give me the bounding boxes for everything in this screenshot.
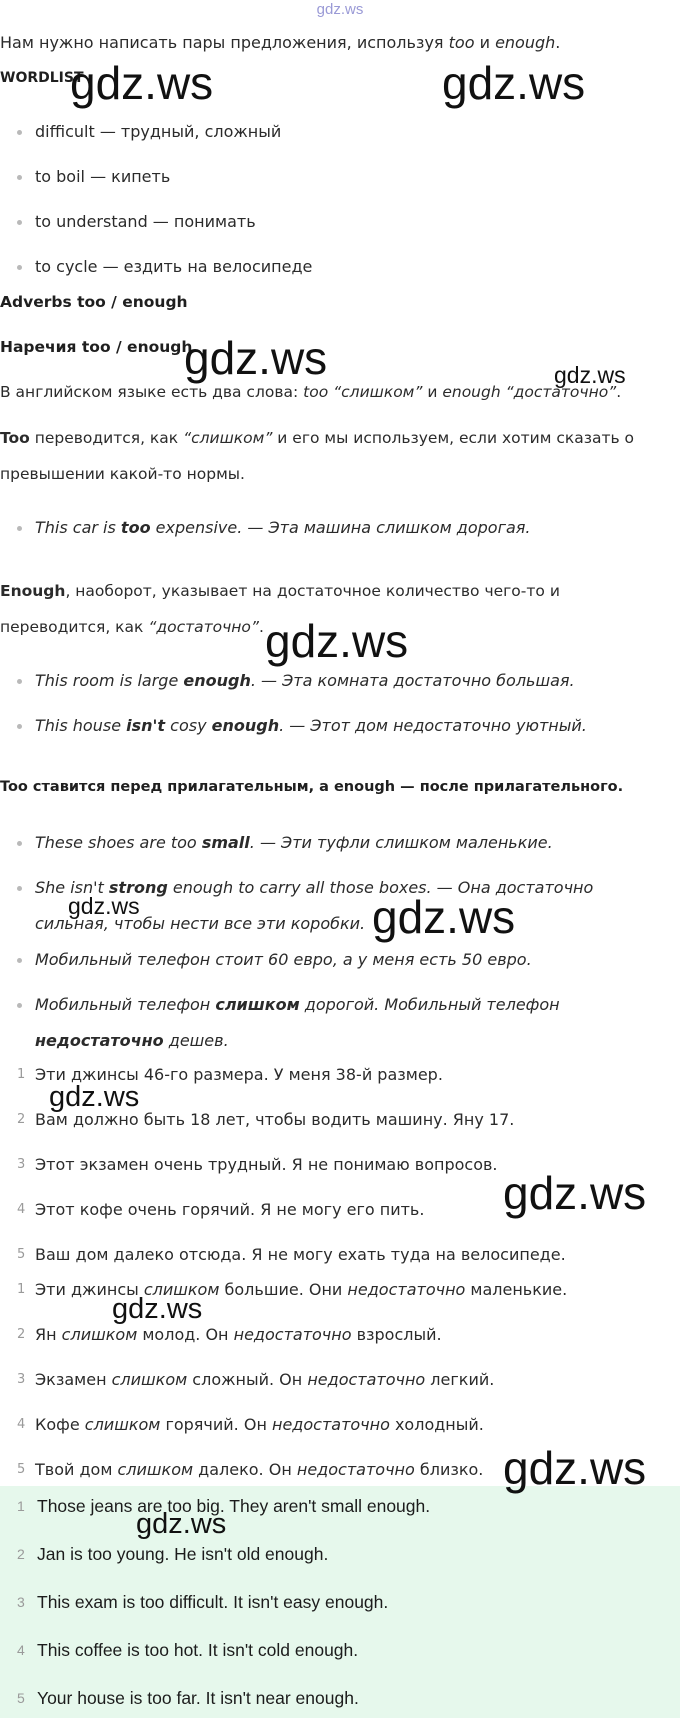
paragraph-enough: Enough, наоборот, указывает на достаточное количество чего-то и <box>0 582 560 600</box>
watermark: gdz.ws <box>68 893 140 919</box>
paragraph-two-words: В английском языке есть два слова: too “слишком” и enough “достаточно”. <box>0 383 622 401</box>
bullet-icon <box>17 1003 22 1008</box>
bullet-icon <box>17 679 22 684</box>
watermark: gdz.ws <box>265 615 409 667</box>
bullet-icon <box>17 130 22 135</box>
bullet-icon <box>17 841 22 846</box>
answer-box: 1 Those jeans are too big. They aren't small enough. 2 Jan is too young. He isn't old enough. 3 This exam is too difficult. It isn't easy enough. 4 This coffee is too hot. It isn't cold enough. 5 Your house is too far. It isn't near enough. <box>0 1486 680 1718</box>
bullet-icon <box>17 220 22 225</box>
bullet-icon <box>17 175 22 180</box>
bullet-icon <box>17 724 22 729</box>
watermark: gdz.ws <box>554 362 626 388</box>
bullet-icon <box>17 526 22 531</box>
watermark: gdz.ws <box>503 1167 647 1219</box>
wordlist-heading: WORDLIST <box>0 70 84 86</box>
intro-text: Нам нужно написать пары предложения, используя too и enough. <box>0 33 561 52</box>
paragraph-too-line2: превышении какой-то нормы. <box>0 465 245 483</box>
watermark: gdz.ws <box>112 1293 203 1325</box>
bullet-icon <box>17 958 22 963</box>
watermark: gdz.ws <box>372 891 516 943</box>
bullet-icon <box>17 265 22 270</box>
paragraph-enough-line2: переводится, как “достаточно”. <box>0 618 264 636</box>
paragraph-too: Too переводится, как “слишком” и его мы используем, если хотим сказать о <box>0 429 635 447</box>
watermark-header: gdz.ws <box>316 1 364 18</box>
bullet-icon <box>17 886 22 891</box>
watermark: gdz.ws <box>503 1442 647 1494</box>
watermark: gdz.ws <box>49 1081 140 1113</box>
heading-russian: Наречия too / enough <box>0 338 193 356</box>
watermark: gdz.ws <box>184 332 328 384</box>
watermark: gdz.ws <box>136 1508 227 1540</box>
watermark: gdz.ws <box>70 57 214 109</box>
heading-english: Adverbs too / enough <box>0 293 188 311</box>
watermark: gdz.ws <box>442 57 586 109</box>
rule-heading: Too ставится перед прилагательным, а enough — после прилагательного. <box>0 779 624 795</box>
